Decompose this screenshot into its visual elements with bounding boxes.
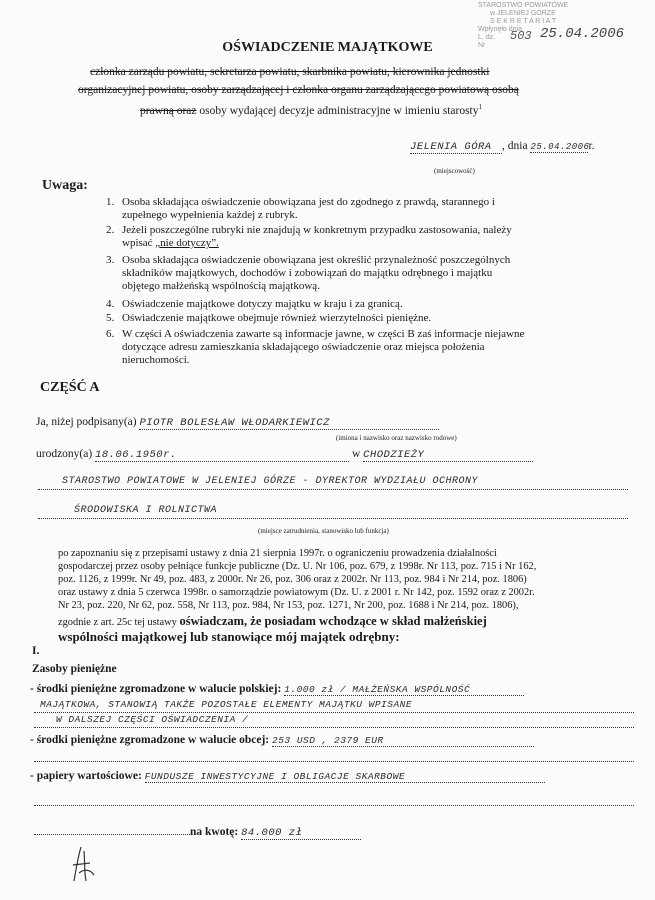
pln-line [30,683,524,696]
item-text: Oświadczenie majątkowe obejmuje również wierzytelności pieniężne. [122,312,432,324]
uwaga-item-6 [106,328,524,367]
workplace-caption: (miejsce zatrudnienia, stanowisko lub funkcja) [258,527,389,535]
date-value: 25.04.2006 [530,142,590,152]
item-number: 6. [106,328,115,340]
item-text: Oświadczenie majątkowe dotyczy majątku w kraju i za granicą. [122,298,403,310]
statement-line-1: po zapoznaniu się z przepisami ustawy z dnia 21 sierpnia 1997r. o ograniczeniu prowadzenia działalności [58,548,497,559]
fx-value: 253 USD , 2379 EUR [272,735,534,747]
struck-header-line-1: członka zarządu powiatu, sekretarza powiatu, skarbnika powiatu, kierownika jednostki [90,66,490,78]
amount-label: na kwotę: [190,826,239,838]
uwaga-item-3 [106,254,510,293]
document-title: OŚWIADCZENIE MAJĄTKOWE [222,40,433,55]
nie-dotyczy-text: „nie dotyczy”. [155,237,219,249]
securities-value: FUNDUSZE INWESTYCYJNE I OBLIGACJE SKARBOWE [145,771,545,783]
pln-line-2: MAJĄTKOWA, STANOWIĄ TAKŻE POZOSTAŁE ELEMENTY MAJĄTKU WPISANE [40,699,413,710]
item-text: składników majątkowych, dochodów i zobowiązań do majątku odrębnego i majątku [122,267,493,279]
item-text: wpisać [122,237,153,249]
stamp-date: 25.04.2006 [540,26,625,42]
stamp-line: L. dz. [478,34,496,41]
stamp-line: S E K R E T A R I A T [490,18,557,25]
struck-header-fragment: prawną oraz [140,104,197,117]
securities-line [30,770,545,783]
stamp-line: w JELENIEJ GÓRZE [490,10,556,17]
dotted-line [38,488,628,490]
statement-line-2: gospodarczej przez osoby pełniące funkcje publiczne (Dz. U. Nr 106, poz. 679, z 1998r. Nr 113, poz. 715 i Nr 162, [58,561,537,572]
dotted-leader [34,834,190,835]
date-suffix: r. [588,140,595,152]
birth-label: urodzony(a) [36,448,93,460]
statement-line-5: Nr 23, poz. 220, Nr 62, poz. 558, Nr 113, poz. 984, Nr 153, poz. 1271, Nr 200, poz. 1688 i Nr 214, poz. 1806), [58,600,519,611]
workplace-line-1: STAROSTWO POWIATOWE W JELENIEJ GÓRZE - DYREKTOR WYDZIAŁU OCHRONY [62,476,479,487]
item-number: 5. [106,312,115,324]
section-i-number: I. [32,645,40,657]
name-value: PIOTR BOLESŁAW WŁODARKIEWICZ [139,417,439,430]
dotted-line [34,726,634,728]
section-a-heading: CZĘŚĆ A [40,380,100,395]
uwaga-item-4 [106,298,403,311]
stamp-line: Wpłynęło dnia [478,26,522,33]
name-caption: (imiona i nazwisko oraz nazwisko rodowe) [336,434,457,442]
uwaga-item-5 [106,312,431,325]
place-caption: (miejscowość) [434,167,475,175]
dnia-label: , dnia [502,140,528,152]
uwaga-item-1 [106,196,495,222]
item-number: 2. [106,224,115,236]
footnote-marker: 1 [478,103,483,111]
place-date-line [410,140,595,154]
handwritten-initials [70,845,96,883]
item-number: 3. [106,254,115,266]
item-number: 4. [106,298,115,310]
statement-line-7: wspólności majątkowej lub stanowiące mój majątek odrębny: [58,629,400,644]
uwaga-heading: Uwaga: [42,178,88,193]
stamp-line: Nr [478,42,486,49]
fx-line [30,734,534,747]
statement-text: zgodnie z art. 25c tej ustawy [58,617,177,628]
header-line-3 [140,103,482,117]
name-label: Ja, niżej podpisany(a) [36,416,137,428]
pln-label: - środki pieniężne zgromadzone w walucie polskiej: [30,683,282,695]
statement-declaration: oświadczam, że posiadam wchodzące w skład małżeńskiej [179,614,487,628]
birth-place-value: CHODZIEŻY [363,449,533,462]
dotted-line [38,517,628,519]
item-text: nieruchomości. [122,354,190,366]
item-text: Osoba składająca oświadczenie obowiązana jest określić przynależność poszczególnych [122,254,511,266]
item-text: zupełnego wypełnienia każdej z rubryk. [122,209,298,221]
dotted-line [34,760,634,762]
item-number: 1. [106,196,115,208]
amount-line [34,826,361,840]
header-applicable-text: osoby wydającej decyzje administracyjne w imieniu starosty [199,104,479,117]
dotted-line [34,711,634,713]
uwaga-item-2 [106,224,512,250]
statement-line-4: oraz ustawy z dnia 5 czerwca 1998r. o samorządzie powiatowym (Dz. U. z 2001 r. Nr 142, poz. 1592 oraz z 2002r. [58,587,535,598]
stamp-line: STAROSTWO POWIATOWE [478,2,569,9]
item-text: Jeżeli poszczególne rubryki nie znajdują w konkretnym przypadku zastosowania, należy [122,224,512,236]
birth-line [36,448,533,462]
struck-header-line-2: organizacyjnej powiatu, osoby zarządzającej i członka organu zarządzającego powiatową osobą [78,84,519,96]
amount-value: 84.000 zł [241,827,361,840]
item-text: objętego małżeńską wspólnością majątkową. [122,280,320,292]
statement-line-6 [58,614,487,629]
dotted-line [34,804,634,806]
birth-w-label: w [351,448,361,460]
workplace-line-2: ŚRODOWISKA I ROLNICTWA [74,505,218,516]
pln-value: 1.000 zł / MAŁŻEŃSKA WSPÓLNOŚĆ [284,684,524,696]
stamp-register-number: 503 [510,29,532,43]
name-line [36,416,439,430]
fx-label: - środki pieniężne zgromadzone w walucie obcej: [30,734,270,746]
pln-line-3: W DALSZEJ CZĘŚCI OŚWIADCZENIA / [56,714,249,725]
item-text: dotyczące adresu zamieszkania składającego oświadczenie oraz miejsca położenia [122,341,485,353]
birth-date-value: 18.06.1950r. [95,449,349,462]
securities-label: - papiery wartościowe: [30,770,142,782]
statement-line-3: poz. 1126, z 1999r. Nr 49, poz. 483, z 2000r. Nr 26, poz. 306 oraz z 2002r. Nr 113, poz. 984 i Nr 214, poz. 1806) [58,574,527,585]
item-text: Osoba składająca oświadczenie obowiązana jest do zgodnego z prawdą, starannego i [122,196,495,208]
place-value: JELENIA GÓRA [410,141,502,154]
section-i-heading: Zasoby pieniężne [32,663,117,675]
item-text: W części A oświadczenia zawarte są informacje jawne, w części B zaś informacje niejawne [122,328,525,340]
